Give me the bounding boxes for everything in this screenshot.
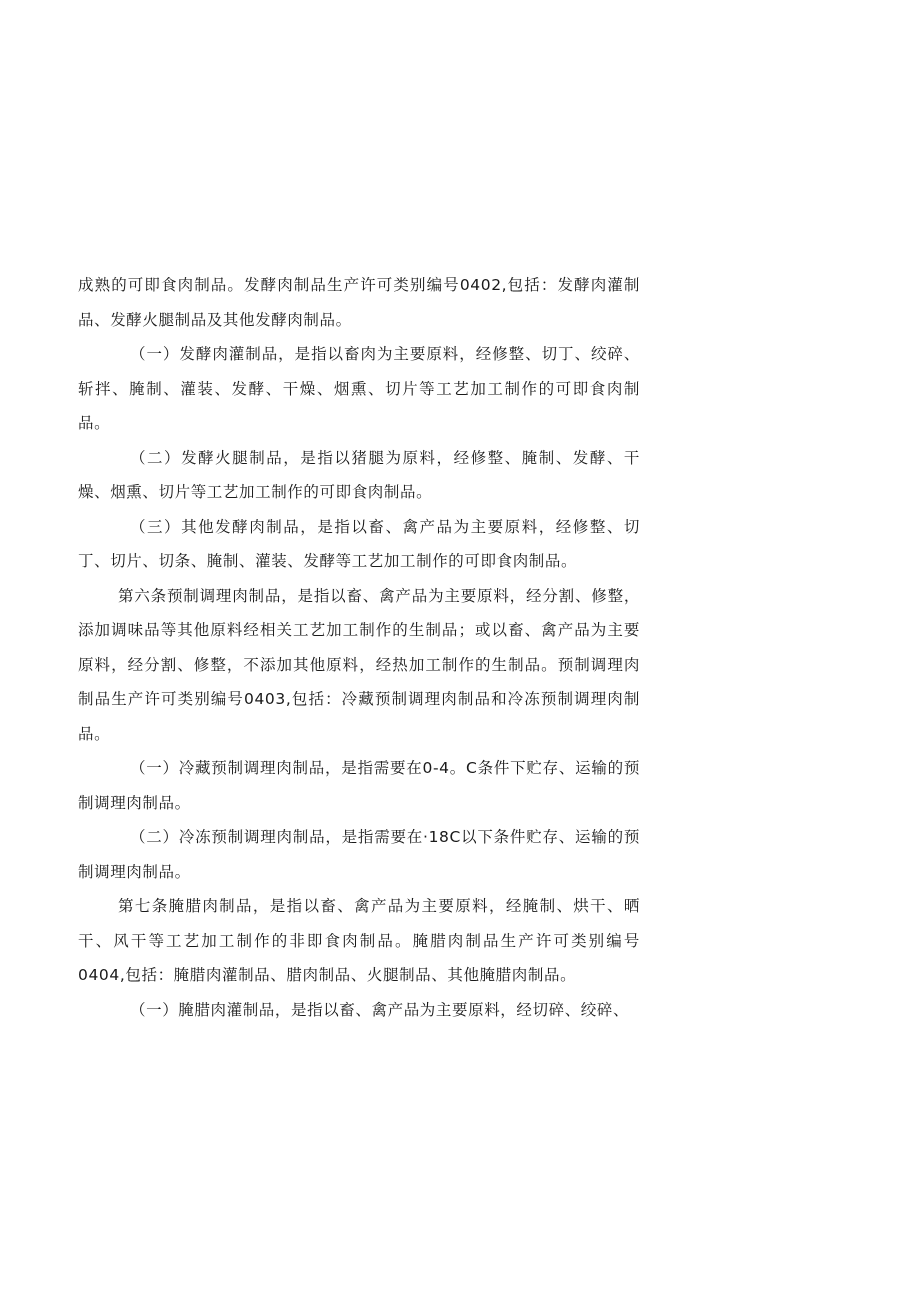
paragraph-other-fermented: （三）其他发酵肉制品，是指以畜、禽产品为主要原料，经修整、切丁、切片、切条、腌制、灌装、发酵等工艺加工制作的可即食肉制品。 <box>78 517 640 570</box>
paragraph-fermented-meat-intro: 成熟的可即食肉制品。发酵肉制品生产许可类别编号0402,包括：发酵肉灌制品、发酵火腿制品及其他发酵肉制品。 <box>78 276 640 329</box>
paragraph-fermented-sausage: （一）发酵肉灌制品，是指以畜肉为主要原料，经修整、切丁、绞碎、斩拌、腌制、灌装、发酵、干燥、烟熏、切片等工艺加工制作的可即食肉制品。 <box>78 345 640 432</box>
paragraph-article-6: 第六条预制调理肉制品，是指以畜、禽产品为主要原料，经分割、修整，添加调味品等其他原料经相关工艺加工制作的生制品；或以畜、禽产品为主要原料，经分割、修整，不添加其他原料，经热加工制作的生制品。预制调理肉制品生产许可类别编号0403,包括：冷藏预制调理肉制品和冷冻预制调理肉制品。 <box>78 586 640 743</box>
paragraph-chilled-prepared: （一）冷藏预制调理肉制品，是指需要在0-4。C条件下贮存、运输的预制调理肉制品。 <box>78 759 640 812</box>
paragraph-fermented-ham: （二）发酵火腿制品，是指以猪腿为原料，经修整、腌制、发酵、干燥、烟熏、切片等工艺加工制作的可即食肉制品。 <box>78 448 640 501</box>
document-body <box>78 268 640 1027</box>
paragraph-cured-sausage: （一）腌腊肉灌制品，是指以畜、禽产品为主要原料，经切碎、绞碎、 <box>130 1000 630 1019</box>
paragraph-article-7: 第七条腌腊肉制品，是指以畜、禽产品为主要原料，经腌制、烘干、晒干、风干等工艺加工制作的非即食肉制品。腌腊肉制品生产许可类别编号0404,包括：腌腊肉灌制品、腊肉制品、火腿制品、其他腌腊肉制品。 <box>78 897 640 984</box>
paragraph-frozen-prepared: （二）冷冻预制调理肉制品，是指需要在·18C以下条件贮存、运输的预制调理肉制品。 <box>78 828 640 881</box>
